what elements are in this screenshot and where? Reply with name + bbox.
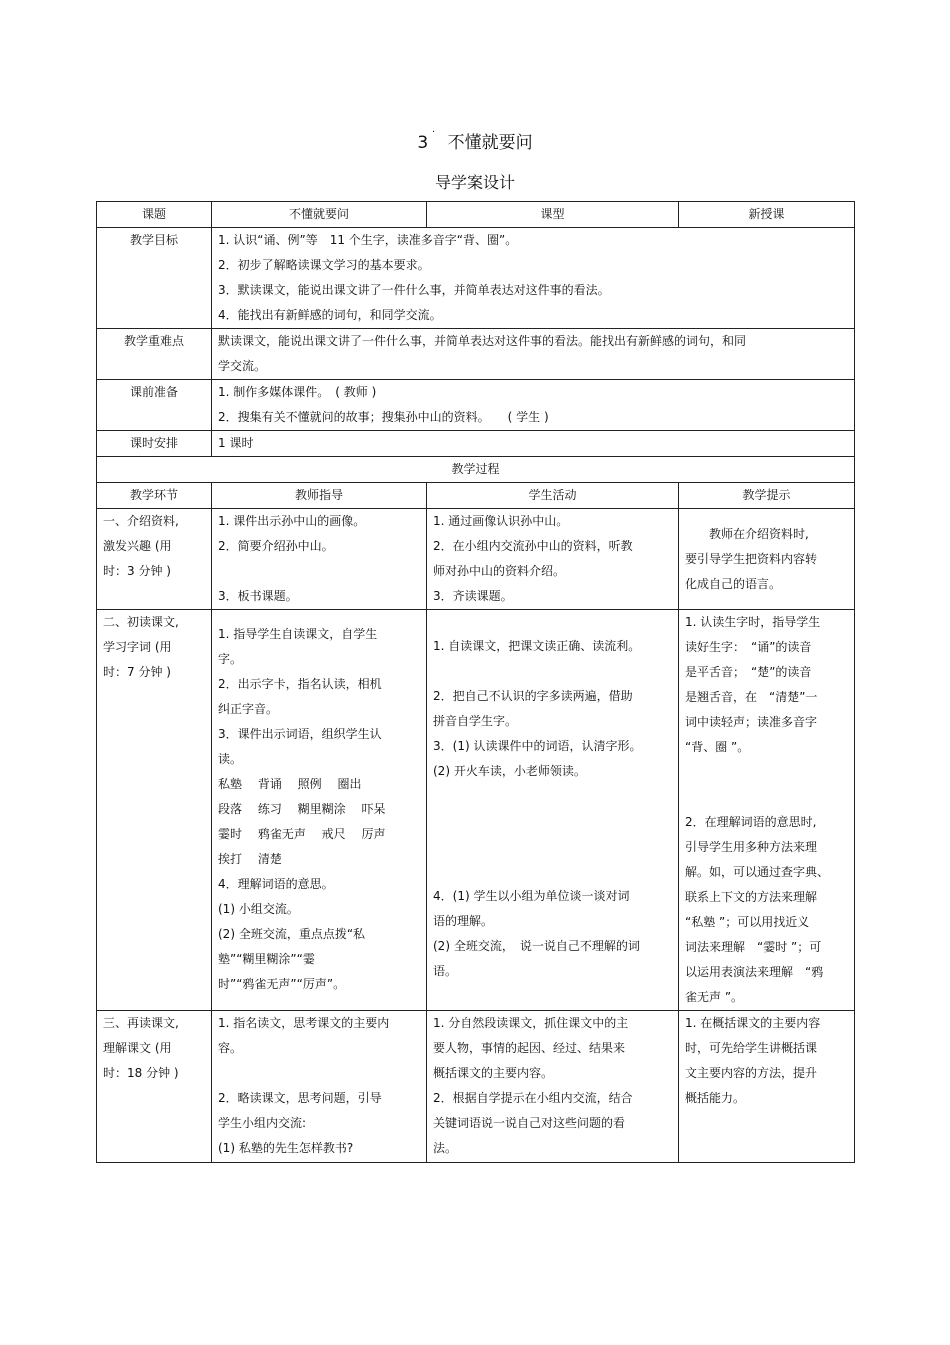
key-points-content: 默读课文，能说出课文讲了一件什么事，并简单表达对这件事的看法。能找出有新鲜感的词句，和同 学交流。 — [212, 329, 855, 380]
key-points-label: 教学重难点 — [97, 329, 212, 380]
lesson-number: 3 · — [417, 127, 436, 153]
stage-3-tip: 1. 在概括课文的主要内容 时，可先给学生讲概括课 文主要内容的方法，提升 概括能力。 — [679, 1011, 855, 1163]
goals-row — [97, 228, 855, 329]
stage-2-student: 1. 自读课文，把课文读正确、读流利。 2．把自己不认识的字多读两遍，借助 拼音自学生字。 3．(1) 认读课件中的词语，认清字形。 (2) 开火车读，小老师领读。 4．(1) 学生以小组为单位谈一谈对词 语的理解。 (2) 全班交流， 说一说自己不理解的词 语。 — [427, 610, 679, 1011]
column-header: 教学提示 — [679, 483, 855, 509]
header-row — [97, 202, 855, 228]
stage-1-row — [97, 509, 855, 610]
topic-label: 课题 — [97, 202, 212, 228]
stage-1-tip: 教师在介绍资料时, 要引导学生把资料内容转 化成自己的语言。 — [679, 509, 855, 610]
goal-item: 1. 认识“诵、例”等 11 个生字，读准多音字“背、圈”。 — [218, 233, 518, 247]
stage-1-name: 一、介绍资料, 激发兴趣 (用 时：3 分钟 ) — [97, 509, 212, 610]
goals-content — [212, 228, 855, 329]
lesson-title: 不懂就要问 — [447, 133, 533, 153]
column-header: 学生活动 — [427, 483, 679, 509]
stage-3-teacher: 1. 指名读文，思考课文的主要内 容。 2．略读课文，思考问题，引导 学生小组内交流: (1) 私塾的先生怎样教书? — [212, 1011, 427, 1163]
prep-row — [97, 380, 855, 431]
vocab-line: 段落 练习 糊里糊涂 吓呆 — [218, 802, 386, 816]
prep-content — [212, 380, 855, 431]
goal-item: 4．能找出有新鲜感的词句，和同学交流。 — [218, 308, 442, 322]
goal-item: 3．默读课文，能说出课文讲了一件什么事，并简单表达对这件事的看法。 — [218, 283, 610, 297]
column-header: 教学环节 — [97, 483, 212, 509]
goals-label: 教学目标 — [97, 228, 212, 329]
document-title — [0, 128, 950, 153]
process-title-row — [97, 457, 855, 483]
stage-2-name: 二、初读课文, 学习字词 (用 时：7 分钟 ) — [97, 610, 212, 1011]
type-label: 课型 — [427, 202, 679, 228]
prep-item: 1. 制作多媒体课件。 ( 教师 ) — [218, 385, 377, 399]
vocab-line: 霎时 鸦雀无声 戒尺 厉声 — [218, 827, 386, 841]
topic-value: 不懂就要问 — [212, 202, 427, 228]
stage-2-teacher: 1. 指导学生自读课文，自学生 字。 2．出示字卡，指名认读，相机 纠正字音。 3．课件出示词语，组织学生认 读。 私塾 背诵 照例 圈出 段落 练习 糊里糊涂 吓呆 霎时 鸦雀无声 戒尺 厉声 挨打 清楚 4．理解词语的意思。 (1) 小组交流。 (2) 全班交流，重点点拨“私 塾”“糊里糊涂”“霎 时”“鸦雀无声”“厉声”。 — [212, 610, 427, 1011]
key-points-row — [97, 329, 855, 380]
prep-label: 课前准备 — [97, 380, 212, 431]
schedule-value: 1 课时 — [212, 431, 855, 457]
stage-2-tip: 1. 认读生字时，指导学生 读好生字： “诵”的读音 是平舌音； “楚”的读音 是翘舌音，在 “清楚”一 词中读轻声；读准多音字 “背、圈 ”。 2．在理解词语的意思时, 引导学生用多种方法来理 解。如，可以通过查字典、 联系上下文的方法来理解 “私塾 ”；可以用找近义 词法来理解 “霎时 ”；可 以运用表演法来理解 “鸦 雀无声 ”。 — [679, 610, 855, 1011]
process-title: 教学过程 — [97, 457, 855, 483]
stage-3-row — [97, 1011, 855, 1163]
process-header-row — [97, 483, 855, 509]
stage-3-student: 1. 分自然段读课文，抓住课文中的主 要人物，事情的起因、经过、结果来 概括课文的主要内容。 2．根据自学提示在小组内交流，结合 关键词语说一说自己对这些问题的看 法。 — [427, 1011, 679, 1163]
lesson-plan-table — [96, 201, 855, 1163]
column-header: 教师指导 — [212, 483, 427, 509]
stage-1-teacher: 1. 课件出示孙中山的画像。 2．简要介绍孙中山。 3．板书课题。 — [212, 509, 427, 610]
goal-item: 2．初步了解略读课文学习的基本要求。 — [218, 258, 430, 272]
schedule-label: 课时安排 — [97, 431, 212, 457]
vocab-line: 私塾 背诵 照例 圈出 — [218, 777, 362, 791]
stage-3-name: 三、再读课文, 理解课文 (用 时：18 分钟 ) — [97, 1011, 212, 1163]
type-value: 新授课 — [679, 202, 855, 228]
vocab-line: 挨打 清楚 — [218, 852, 282, 866]
schedule-row — [97, 431, 855, 457]
stage-1-student: 1. 通过画像认识孙中山。 2．在小组内交流孙中山的资料，听教 师对孙中山的资料介绍。 3．齐读课题。 — [427, 509, 679, 610]
prep-item: 2．搜集有关不懂就问的故事；搜集孙中山的资料。 ( 学生 ) — [218, 410, 549, 424]
stage-2-row — [97, 610, 855, 1011]
document-subtitle: 导学案设计 — [434, 173, 515, 192]
